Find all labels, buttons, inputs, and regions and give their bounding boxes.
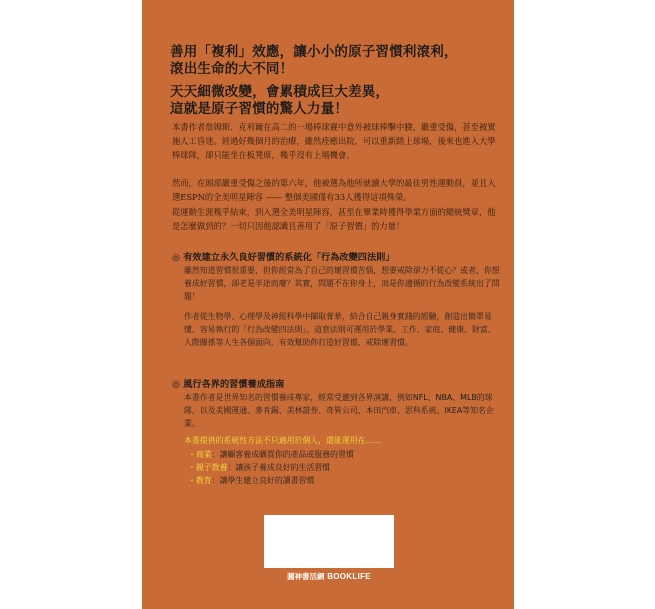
bullet-label: ・商業 xyxy=(188,450,212,459)
section-title: ◎ 風行各界的習慣養成指南 xyxy=(172,379,285,390)
bullet-label: ・親子教養 xyxy=(188,463,228,472)
story-paragraph: 本書作者詹姆斯．克利爾在高二的一場棒球賽中意外被球棒擊中臉，嚴重受傷，甚至被實施人工昏迷。經過好幾個月的治療，雖然痊癒出院，可以重新踏上球場，後來也進入大學棒球隊，卻只能坐在板凳席，幾乎沒有上場機會。 xyxy=(172,122,496,160)
bullet-item xyxy=(188,474,498,487)
headline-line: 善用「複利」效應，讓小小的原子習慣利滾利， xyxy=(170,44,458,60)
headline-line: 這就是原子習慣的驚人力量！ xyxy=(170,101,349,117)
story-paragraph: 從運動生涯幾乎結束，到入選全美明星陣容，甚至在畢業時獲得學業方面的總統獎章，他是怎麼做到的？一切只因他認識且善用了「原子習慣」的力量！ xyxy=(172,207,496,231)
section-paragraph: 作者從生物學、心理學及神經科學中擷取菁華，結合自己親身實踐的經驗，創造出簡單易懂、容易執行的「行為改變四法則」。這套法則可運用於學業、工作、家庭、健康、財富、人際關係等人生各個面向，有效幫助你打造好習慣、戒除壞習慣。 xyxy=(184,312,496,347)
story-paragraph: 然而，在頭部嚴重受傷之後的第六年，他被選為他所就讀大學的最佳男性運動員，並且入選ESPN的全美明星陣容 —— 整個美國僅有33人獲得這項殊榮。 xyxy=(172,178,496,202)
headline-group-1 xyxy=(170,44,500,78)
headline-line: 滾出生命的大不同！ xyxy=(170,61,294,77)
bullet-item xyxy=(188,461,498,474)
publisher-brand: BOOKLIFE xyxy=(327,572,371,581)
section-paragraph: 雖然知道習慣很重要，但你經常為了自己的壞習慣苦惱，想要戒除卻力不從心？或者，你想養成好習慣，卻老是半途而廢？其實，問題不在你身上，而是你遵循的行為改變系統出了問題！ xyxy=(184,266,500,301)
barcode-area xyxy=(264,515,394,568)
bullet-list xyxy=(188,448,498,487)
bullet-item xyxy=(188,448,498,461)
publisher-logo xyxy=(266,571,392,582)
section-paragraph: 本書作者是世界知名的習慣養成專家，經常受邀到各界演講，例如NFL、NBA、MLB的球隊，以及美國運通、麥肯錫、美林證券、奇異公司、本田汽車、思科系統、IKEA等知名企業。 xyxy=(184,393,494,428)
section-title: ◎ 有效建立永久良好習慣的系統化「行為改變四法則」 xyxy=(172,252,395,263)
headline-group-2 xyxy=(170,84,500,118)
publisher-name: 圓神書活網 xyxy=(287,572,325,581)
bullet-label: ・教育 xyxy=(188,476,212,485)
bullet-text: ：讓顧客養成購買你的產品或服務的習慣 xyxy=(211,450,354,459)
back-cover xyxy=(142,0,514,609)
headline-line: 天天細微改變，會累積成巨大差異， xyxy=(170,84,390,100)
highlight-line: 本書提供的系統性方法不只適用於個人，還能運用在…… xyxy=(184,436,382,445)
bullet-text: ：讓學生建立良好的讀書習慣 xyxy=(211,476,315,485)
bullet-text: ：讓孩子養成良好的生活習慣 xyxy=(227,463,331,472)
